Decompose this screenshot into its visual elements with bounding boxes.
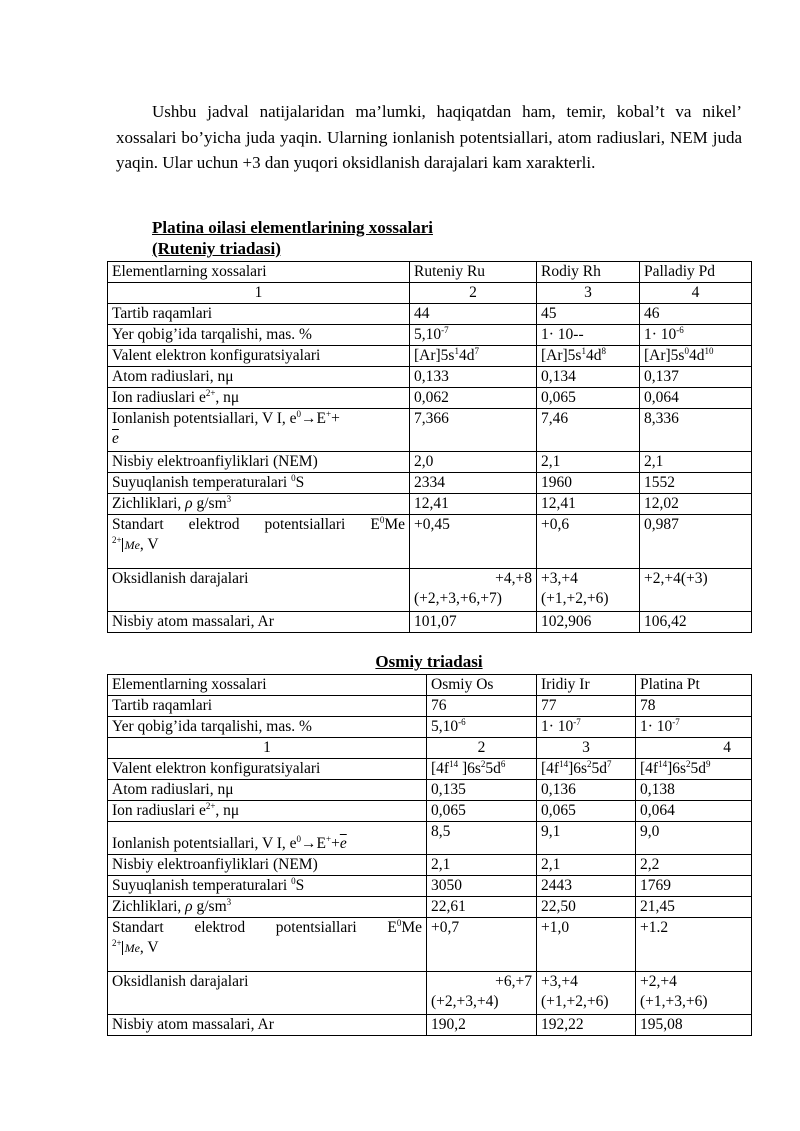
table-cell: Nisbiy atom massalari, Ar bbox=[108, 1015, 427, 1036]
table-header-row bbox=[108, 262, 752, 283]
table-cell: 192,22 bbox=[537, 1015, 636, 1036]
table-cell: 2 bbox=[427, 738, 537, 759]
table-cell: 4 bbox=[640, 283, 752, 304]
table-row bbox=[108, 367, 752, 388]
table-cell: 2,2 bbox=[636, 855, 752, 876]
table-cell: 2 bbox=[410, 283, 537, 304]
table-cell: Yer qobig’ida tarqalishi, mas. % bbox=[108, 325, 410, 346]
table-row bbox=[108, 897, 752, 918]
table-cell: 0,133 bbox=[410, 367, 537, 388]
table-cell: 1 bbox=[108, 738, 427, 759]
table-row bbox=[108, 388, 752, 409]
table-row bbox=[108, 1015, 752, 1036]
section-heading: Platina oilasi elementlarining xossalari bbox=[152, 218, 433, 237]
table-row bbox=[108, 473, 752, 494]
table-cell: +3,+4 (+1,+2,+6) bbox=[537, 569, 640, 612]
table-cell: +1.2 bbox=[636, 918, 752, 972]
table-cell: +0,45 bbox=[410, 515, 537, 569]
table-cell: 0,065 bbox=[427, 801, 537, 822]
table-cell: 106,42 bbox=[640, 612, 752, 633]
table-cell: 0,135 bbox=[427, 780, 537, 801]
table-cell: Ion radiuslari $e^{2+}$, nμ bbox=[108, 801, 427, 822]
table-cell: 2,0 bbox=[410, 452, 537, 473]
table-cell: Standart elektrod potentsiallari $E^0Me$ $^{2+}$ Me, V bbox=[108, 918, 427, 972]
table-row bbox=[108, 612, 752, 633]
intro-line-1: Ushbu jadval natijalaridan ma’lumki, haqiqatdan ham, temir, kobal’t va bbox=[152, 102, 692, 121]
table-cell: $5,10^{-7}$ bbox=[410, 325, 537, 346]
table-cell: 2,1 bbox=[537, 452, 640, 473]
table-cell: 0,065 bbox=[537, 388, 640, 409]
table-cell: 1 bbox=[108, 283, 410, 304]
header-cell: Osmiy Os bbox=[427, 675, 537, 696]
table-cell: 78 bbox=[636, 696, 752, 717]
table-cell: Suyuqlanish temperaturalari $^0$S bbox=[108, 473, 410, 494]
table-cell: Zichliklari, ρ $g/sm^3$ bbox=[108, 494, 410, 515]
table-cell: 2,1 bbox=[427, 855, 537, 876]
table-cell: 76 bbox=[427, 696, 537, 717]
table-row bbox=[108, 569, 752, 612]
table-cell: 0,138 bbox=[636, 780, 752, 801]
table-cell: 3 bbox=[537, 738, 636, 759]
table-cell: 7,46 bbox=[537, 409, 640, 452]
table-cell: 9,1 bbox=[537, 822, 636, 855]
table-cell: 3050 bbox=[427, 876, 537, 897]
table-cell: +4,+8 (+2,+3,+6,+7) bbox=[410, 569, 537, 612]
table-cell: $1\cdot 10^{-7}$ bbox=[537, 717, 636, 738]
table-cell: Ionlanish potentsiallari, V I, $e^0\to E^++\overline{e}$ bbox=[108, 822, 427, 855]
table-row bbox=[108, 452, 752, 473]
table-cell: 2443 bbox=[537, 876, 636, 897]
table-cell: 1· 10-- bbox=[537, 325, 640, 346]
table-number-row bbox=[108, 283, 752, 304]
table-cell: 101,07 bbox=[410, 612, 537, 633]
table-cell: 8,5 bbox=[427, 822, 537, 855]
table-cell: $[Ar]5s^14d^8$ bbox=[537, 346, 640, 367]
table-cell: 7,366 bbox=[410, 409, 537, 452]
table-cell: +2,+4 (+1,+3,+6) bbox=[636, 972, 752, 1015]
header-cell: Rodiy Rh bbox=[537, 262, 640, 283]
table-cell: 12,02 bbox=[640, 494, 752, 515]
table-cell: 2,1 bbox=[640, 452, 752, 473]
table-cell: 1960 bbox=[537, 473, 640, 494]
table-row bbox=[108, 346, 752, 367]
table-cell: 21,45 bbox=[636, 897, 752, 918]
table-cell: 22,50 bbox=[537, 897, 636, 918]
table-row bbox=[108, 494, 752, 515]
table-cell: Suyuqlanish temperaturalari $^0$S bbox=[108, 876, 427, 897]
table-cell: Tartib raqamlari bbox=[108, 696, 427, 717]
table-cell: Ion radiuslari $e^{2+}$, nμ bbox=[108, 388, 410, 409]
table-cell: 0,062 bbox=[410, 388, 537, 409]
table-cell: 195,08 bbox=[636, 1015, 752, 1036]
table-cell: 22,61 bbox=[427, 897, 537, 918]
table-row bbox=[108, 325, 752, 346]
table-row bbox=[108, 822, 752, 855]
table-cell: Valent elektron konfiguratsiyalari bbox=[108, 346, 410, 367]
table-row bbox=[108, 696, 752, 717]
table-cell: +1,0 bbox=[537, 918, 636, 972]
table-header-row bbox=[108, 675, 752, 696]
table-cell: 46 bbox=[640, 304, 752, 325]
table-cell: 0,065 bbox=[537, 801, 636, 822]
header-cell: Elementlarning xossalari bbox=[108, 262, 410, 283]
table-cell: 0,987 bbox=[640, 515, 752, 569]
table-cell: +0,7 bbox=[427, 918, 537, 972]
table-cell: 77 bbox=[537, 696, 636, 717]
table-cell: Zichliklari, ρ $g/sm^3$ bbox=[108, 897, 427, 918]
header-cell: Elementlarning xossalari bbox=[108, 675, 427, 696]
table-row bbox=[108, 759, 752, 780]
table-cell: 0,064 bbox=[636, 801, 752, 822]
table-row bbox=[108, 855, 752, 876]
table-cell: Nisbiy atom massalari, Ar bbox=[108, 612, 410, 633]
table-cell: 44 bbox=[410, 304, 537, 325]
table-cell: 1769 bbox=[636, 876, 752, 897]
table-cell: +0,6 bbox=[537, 515, 640, 569]
table-cell: 0,064 bbox=[640, 388, 752, 409]
table-cell: 2,1 bbox=[537, 855, 636, 876]
table-cell: 0,137 bbox=[640, 367, 752, 388]
table-cell: 12,41 bbox=[410, 494, 537, 515]
table-cell: Oksidlanish darajalari bbox=[108, 972, 427, 1015]
table-row bbox=[108, 780, 752, 801]
rho-symbol: ρ bbox=[185, 898, 193, 915]
header-cell: Iridiy Ir bbox=[537, 675, 636, 696]
table-cell: $1\cdot 10^{-6}$ bbox=[640, 325, 752, 346]
table-cell: Atom radiuslari, nμ bbox=[108, 780, 427, 801]
table-row bbox=[108, 515, 752, 569]
table-row bbox=[108, 717, 752, 738]
table-cell: 0,136 bbox=[537, 780, 636, 801]
table-cell: 9,0 bbox=[636, 822, 752, 855]
table-cell: 102,906 bbox=[537, 612, 640, 633]
table-cell: $[Ar]5s^14d^7$ bbox=[410, 346, 537, 367]
table-row bbox=[108, 918, 752, 972]
table-cell: 4 bbox=[636, 738, 752, 759]
intro-line-3: radiuslari, NEM juda yaqin. Ular uchun +3 dan yuqori oksidlanish darajalari bbox=[116, 127, 743, 172]
table-cell: Atom radiuslari, nμ bbox=[108, 367, 410, 388]
table-cell: 0,134 bbox=[537, 367, 640, 388]
table-cell: Valent elektron konfiguratsiyalari bbox=[108, 759, 427, 780]
table-cell: 3 bbox=[537, 283, 640, 304]
table-cell: Oksidlanish darajalari bbox=[108, 569, 410, 612]
table-cell: $[Ar]5s^04d^{10}$ bbox=[640, 346, 752, 367]
rho-symbol: ρ bbox=[185, 495, 193, 512]
table-cell: $[4f^{14}]6s^25d^7$ bbox=[537, 759, 636, 780]
osmiy-table bbox=[107, 674, 752, 1036]
intro-paragraph bbox=[116, 99, 742, 176]
intro-line-4: kam xarakterli. bbox=[492, 153, 596, 172]
table-cell: 45 bbox=[537, 304, 640, 325]
table-cell: Standart elektrod potentsiallari $E^0Me$ $^{2+}$ Me, V bbox=[108, 515, 410, 569]
table-row bbox=[108, 972, 752, 1015]
header-cell: Platina Pt bbox=[636, 675, 752, 696]
header-cell: Palladiy Pd bbox=[640, 262, 752, 283]
table-cell: 2334 bbox=[410, 473, 537, 494]
table-cell: +2,+4(+3) bbox=[640, 569, 752, 612]
table-cell: Nisbiy elektroanfiyliklari (NEM) bbox=[108, 855, 427, 876]
table-cell: Ionlanish potentsiallari, V I, $e^0\to E^++$ $\overline{e}$ bbox=[108, 409, 410, 452]
table-row bbox=[108, 409, 752, 452]
table-number-row bbox=[108, 738, 752, 759]
table-cell: +6,+7 (+2,+3,+4) bbox=[427, 972, 537, 1015]
table-cell: 190,2 bbox=[427, 1015, 537, 1036]
table-cell: $[4f^{14}]6s^25d^9$ bbox=[636, 759, 752, 780]
osmiy-heading: Osmiy triadasi bbox=[375, 652, 483, 671]
table-cell: $5,10^{-6}$ bbox=[427, 717, 537, 738]
table-cell: [$4f^{14}$ ]$6s^25d^6$ bbox=[427, 759, 537, 780]
section-subheading: (Ruteniy triadasi) bbox=[152, 239, 281, 258]
table-cell: 8,336 bbox=[640, 409, 752, 452]
table-cell: Nisbiy elektroanfiyliklari (NEM) bbox=[108, 452, 410, 473]
table-row bbox=[108, 304, 752, 325]
intro-line-2: nikel’ xossalari bo’yicha juda yaqin. Ularning ionlanish potentsiallari, atom bbox=[116, 102, 742, 147]
header-cell: Ruteniy Ru bbox=[410, 262, 537, 283]
table-row bbox=[108, 801, 752, 822]
table-cell: $1\cdot 10^{-7}$ bbox=[636, 717, 752, 738]
table-cell: 1552 bbox=[640, 473, 752, 494]
table-cell: Yer qobig’ida tarqalishi, mas. % bbox=[108, 717, 427, 738]
table-cell: Tartib raqamlari bbox=[108, 304, 410, 325]
table-row bbox=[108, 876, 752, 897]
table-cell: 12,41 bbox=[537, 494, 640, 515]
ruteniy-table bbox=[107, 261, 752, 633]
table-cell: +3,+4 (+1,+2,+6) bbox=[537, 972, 636, 1015]
